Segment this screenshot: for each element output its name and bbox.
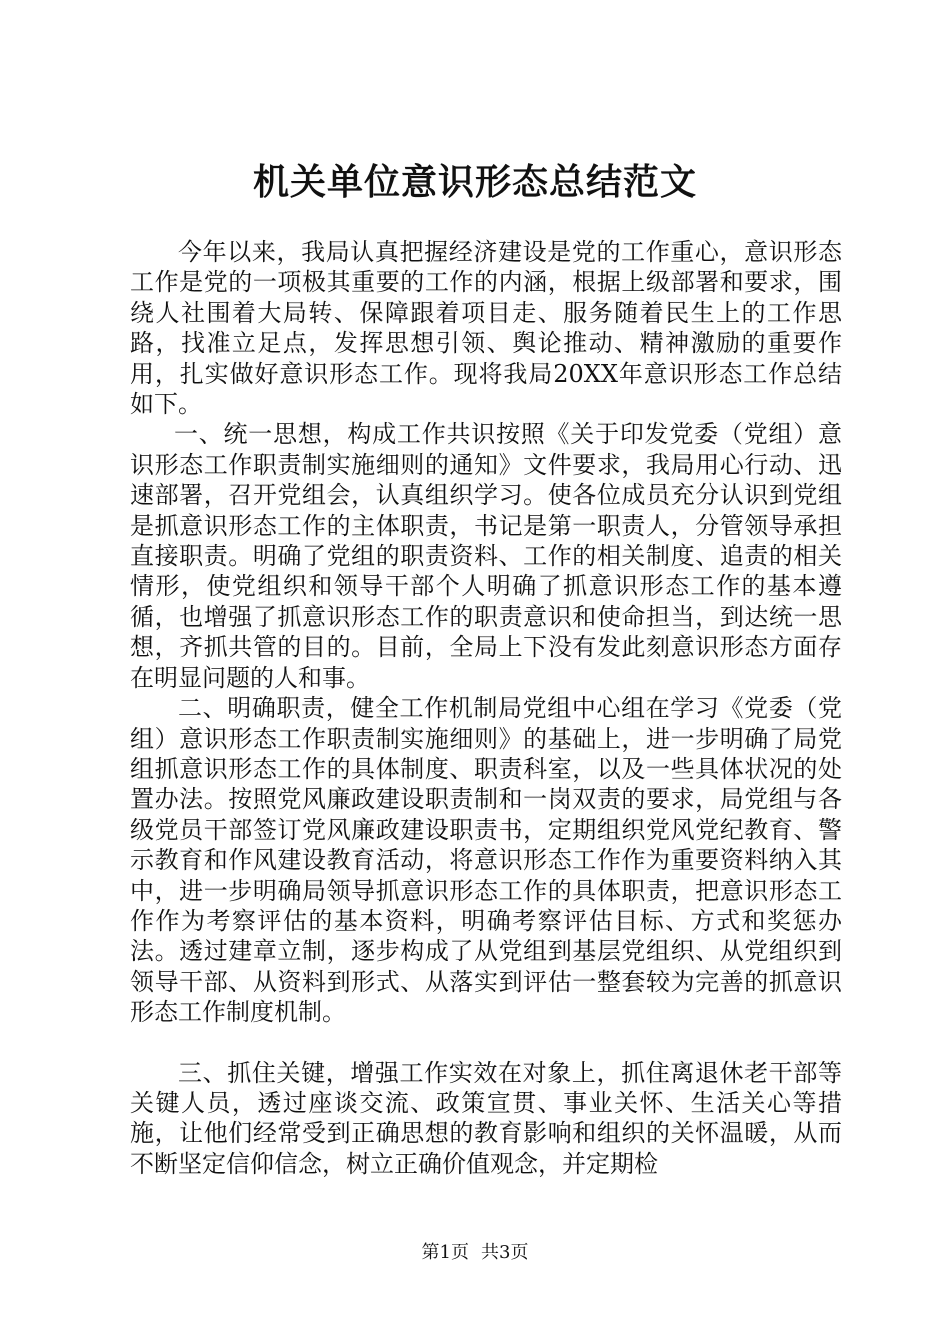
document-title: 机关单位意识形态总结范文 [252,161,697,203]
page-footer [0,1241,950,1265]
page-total: 共3页 [481,1242,529,1263]
paragraph-section-two: 二、明确职责，健全工作机制局党组中心组在学习《党委（党组）意识形态工作职责制实施细则》的基础上，进一步明确了局党组抓意识形态工作的具体制度、职责科室，以及一些具体状况的处置办法。按照党风廉政建设职责制和一岗双责的要求，局党组与各级党员干部签订党风廉政建设职责书，定期组织党风党纪教育、警示教育和作风建设教育活动，将意识形态工作作为重要资料纳入其中，进一步明确局领导抓意识形态工作的具体职责，把意识形态工作作为考察评估的基本资料，明确考察评估目标、方式和奖惩办法。透过建章立制，逐步构成了从党组到基层党组织、从党组织到领导干部、从资料到形式、从落实到评估一整套较为完善的抓意识形态工作制度机制。 [130,694,842,1027]
paragraph-section-one: 一、统一思想，构成工作共识按照《关于印发党委（党组）意识形态工作职责制实施细则的通知》文件要求，我局用心行动、迅速部署，召开党组会，认真组织学习。使各位成员充分认识到党组是抓意识形态工作的主体职责，书记是第一职责人，分管领导承担直接职责。明确了党组的职责资料、工作的相关制度、追责的相关情形，使党组织和领导干部个人明确了抓意识形态工作的基本遵循，也增强了抓意识形态工作的职责意识和使命担当，到达统一思想，齐抓共管的目的。目前，全局上下没有发此刻意识形态方面存在明显问题的人和事。 [130,420,842,692]
paragraph-section-three: 三、抓住关键，增强工作实效在对象上，抓住离退休老干部等关键人员，透过座谈交流、政策宣贯、事业关怀、生活关心等措施，让他们经常受到正确思想的教育影响和组织的关怀温暖，从而不断坚定信仰信念，树立正确价值观念，并定期检 [130,1058,842,1178]
page-number: 第1页 [421,1242,469,1263]
paragraph-intro: 今年以来，我局认真把握经济建设是党的工作重心，意识形态工作是党的一项极其重要的工作的内涵，根据上级部署和要求，围绕人社围着大局转、保障跟着项目走、服务随着民生上的工作思路，找准立足点，发挥思想引领、舆论推动、精神激励的重要作用，扎实做好意识形态工作。现将我局20XX年意识形态工作总结如下。 [130,238,842,419]
document-body [130,237,842,1179]
